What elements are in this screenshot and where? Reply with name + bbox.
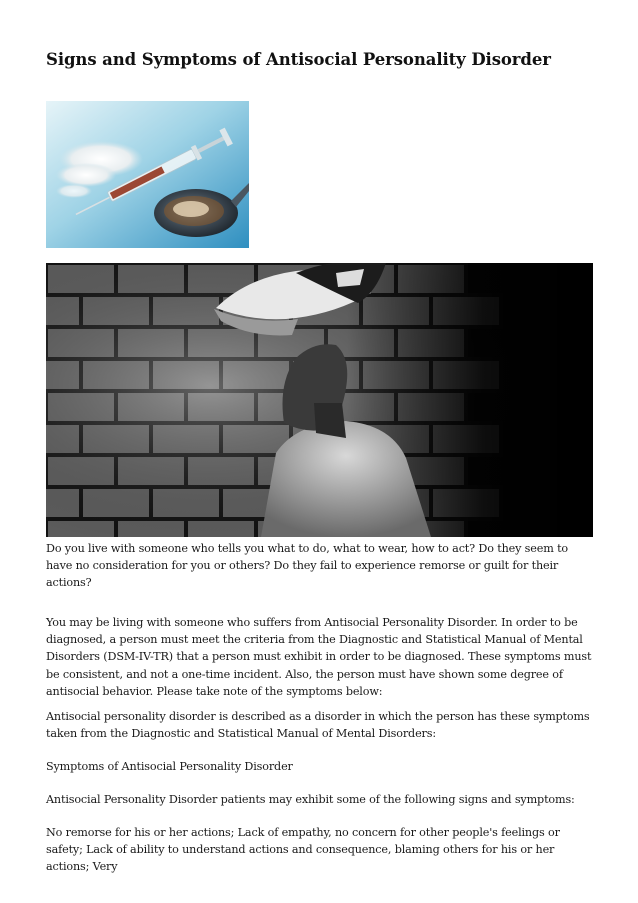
page-title: Signs and Symptoms of Antisocial Personality Disorder <box>46 50 551 69</box>
section-heading: Symptoms of Antisocial Personality Disorder <box>46 760 293 773</box>
body-paragraph: Antisocial personality disorder is described as a disorder in which the person has these symptoms taken from the Diagnostic and Statistical Manual of Mental Disorders: <box>46 710 590 741</box>
syringe-spoon-photo <box>46 101 249 248</box>
man-brick-wall-photo <box>46 263 593 537</box>
intro-paragraph: Do you live with someone who tells you what to do, what to wear, how to act? Do they seem to have no consideration for you or others? Do they fail to experience remorse or guilt for their actions? <box>46 542 568 590</box>
body-paragraph: You may be living with someone who suffers from Antisocial Personality Disorder. In order to be diagnosed, a person must meet the criteria from the Diagnostic and Statistical Manual of Mental Disorders (DSM-IV-TR) that a person must exhibit in order to be diagnosed. These symptoms must be consistent, and not a one-time incident. Also, the person must have shown some degree of antisocial behavior. Please take note of the symptoms below: <box>46 616 592 698</box>
body-paragraph: No remorse for his or her actions; Lack of empathy, no concern for other people's feelings or safety; Lack of ability to understand actions and consequence, blaming others for his or her actions; Very <box>46 826 560 874</box>
body-paragraph: Antisocial Personality Disorder patients may exhibit some of the following signs and symptoms: <box>46 793 575 806</box>
